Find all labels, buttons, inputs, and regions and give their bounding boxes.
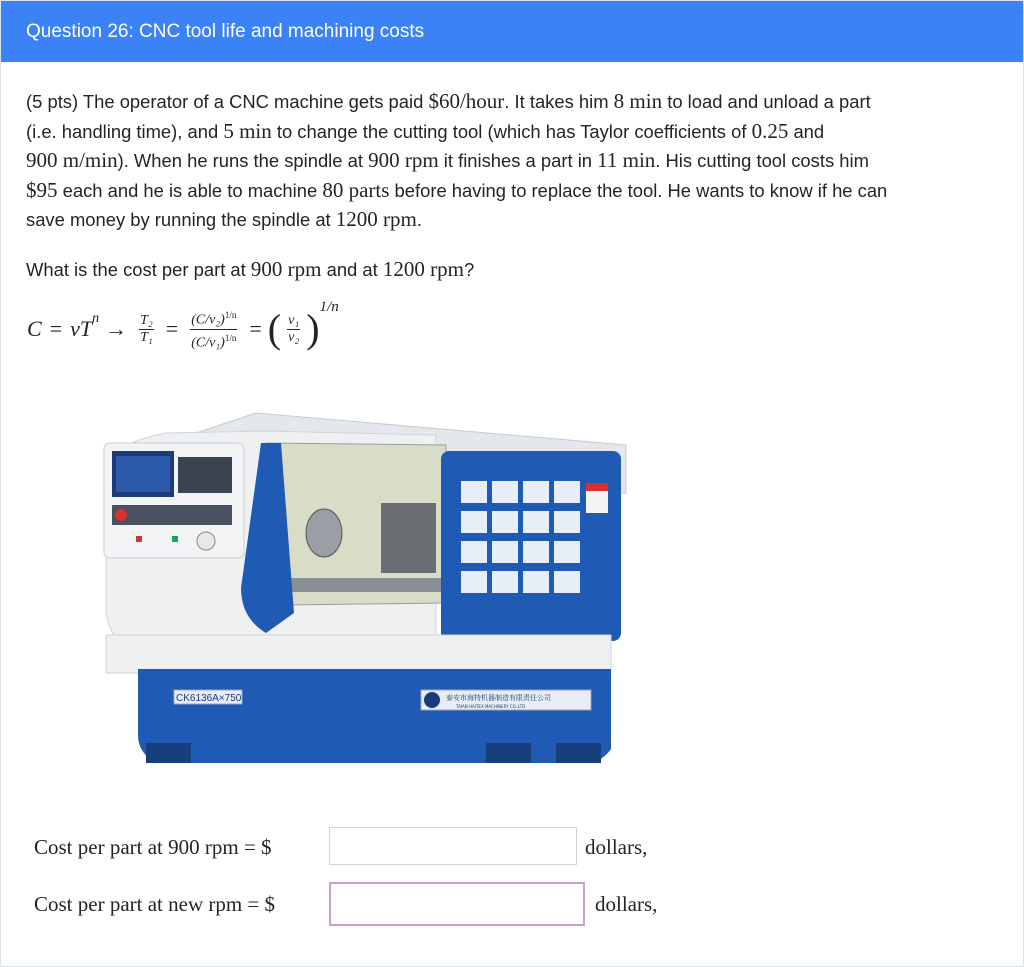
indicator-light [172,536,178,542]
machine-base [138,669,611,763]
fraction-denominator: v₂ [288,329,300,345]
button-row [112,505,232,525]
text-span: ? [463,259,475,280]
text-span: and at [326,259,378,280]
sub-question [26,257,474,282]
screen-display [116,456,170,492]
company-plate-text: 泰安市海特机器制造有限责任公司 [446,694,551,702]
spindle-speed-1: 900 rpm [368,148,439,173]
question-header [1,1,1023,62]
window-pane [554,571,580,593]
right-paren: ) [306,306,320,351]
text-span: to load and unload a part [667,91,871,112]
window-pane [554,511,580,533]
text-span: it finishes a part in [443,150,593,172]
text-span: ). When he runs the spindle at [117,150,363,172]
keypad [178,457,232,493]
text-span: . It takes him [504,91,609,112]
formula-exponent: n [92,311,100,326]
answer-label-900: Cost per part at 900 rpm = $ [34,834,272,859]
fraction-numerator [190,307,237,330]
warning-label [586,491,608,513]
text-span: The operator of a CNC machine gets paid [82,91,424,112]
text-span: . [416,209,422,231]
taylor-formula [27,299,447,359]
company-logo [424,692,440,708]
window-pane [492,511,518,533]
denominator-text: (C/v₁) [191,335,225,351]
model-plate-text: CK6136A×750 [176,693,242,704]
feed-knob [197,532,215,550]
base-foot [486,743,531,763]
answer-unit-900: dollars, [585,835,648,859]
exponent: 1/n [224,332,237,343]
cnc-lathe-image [26,373,644,807]
answer-row-new [34,884,275,924]
window-pane [523,481,549,503]
answer-unit-new: dollars, [595,892,658,916]
answer-label-new: Cost per part at new rpm = $ [34,891,276,916]
window-pane [523,511,549,533]
window-pane [492,481,518,503]
numerator-text: (C/v₂) [191,312,225,328]
window-pane [492,571,518,593]
fraction-denominator: T₁ [140,329,153,345]
base-foot [146,743,191,763]
wage-value: $60/hour [428,89,505,113]
taylor-c: 900 m/min [26,148,118,173]
text-span: and [793,120,825,142]
text-span: each and he is able to machine [62,179,318,201]
rpm-value: 1200 rpm [382,257,464,281]
fraction-denominator [191,330,236,352]
text-span: before having to replace the tool. He wants to know if he can [394,179,888,201]
base-foot [556,743,601,763]
window-pane [461,541,487,563]
tool-cost: $95 [26,177,58,202]
taylor-n: 0.25 [751,118,789,143]
fraction-numerator: T₂ [140,312,153,328]
cost-900-rpm-input[interactable] [329,827,577,865]
formula-v: v [70,316,80,341]
spindle-speed-2: 1200 rpm [335,207,417,232]
window-pane [554,541,580,563]
window-pane [492,541,518,563]
text-span: What is the cost per part at [26,259,246,280]
question-title: Question 26: CNC tool life and machining costs [26,21,425,42]
tool-turret [381,503,436,573]
formula-exponent: 1/n [319,299,339,315]
parts-per-tool: 80 parts [322,177,390,202]
base-top [106,635,611,673]
fraction-numerator: v₁ [288,312,300,328]
window-pane [461,511,487,533]
equals-sign: = [165,316,179,341]
formula-c: C [27,316,42,341]
window-pane [461,571,487,593]
problem-statement [26,87,1001,235]
left-paren: ( [267,306,282,351]
indicator-light [136,536,142,542]
cost-new-rpm-input[interactable] [329,882,585,926]
machining-time: 11 min [597,148,656,173]
tool-change-time: 5 min [223,118,272,143]
rpm-value: 900 rpm [250,257,322,281]
text-span: save money by running the spindle at [26,209,331,231]
formula-t: T [79,316,93,341]
window-pane [523,541,549,563]
ratio-fraction [139,313,154,346]
company-plate-text-en: TAIAN HAITEX MACHINERY CO.,LTD [456,704,526,709]
answer-row-900 [34,827,272,867]
text-span: (i.e. handling time), and [26,120,219,142]
text-span: to change the cutting tool (which has Taylor coefficients of [276,120,747,142]
handling-time: 8 min [613,89,663,113]
velocity-fraction [287,313,300,346]
emergency-stop-button [115,509,127,521]
arrow-icon: → [105,316,128,341]
window-pane [461,481,487,503]
points: (5 pts) [26,91,79,112]
equals-sign: = [49,316,63,341]
equals-sign: = [249,316,262,341]
chuck [306,509,342,557]
ratio-fraction [190,307,237,351]
text-span: . His cutting tool costs him [655,150,869,172]
exponent: 1/n [224,309,237,320]
warning-label-band [586,483,608,491]
window-pane [523,571,549,593]
bed-rail [291,578,441,592]
window-pane [554,481,580,503]
